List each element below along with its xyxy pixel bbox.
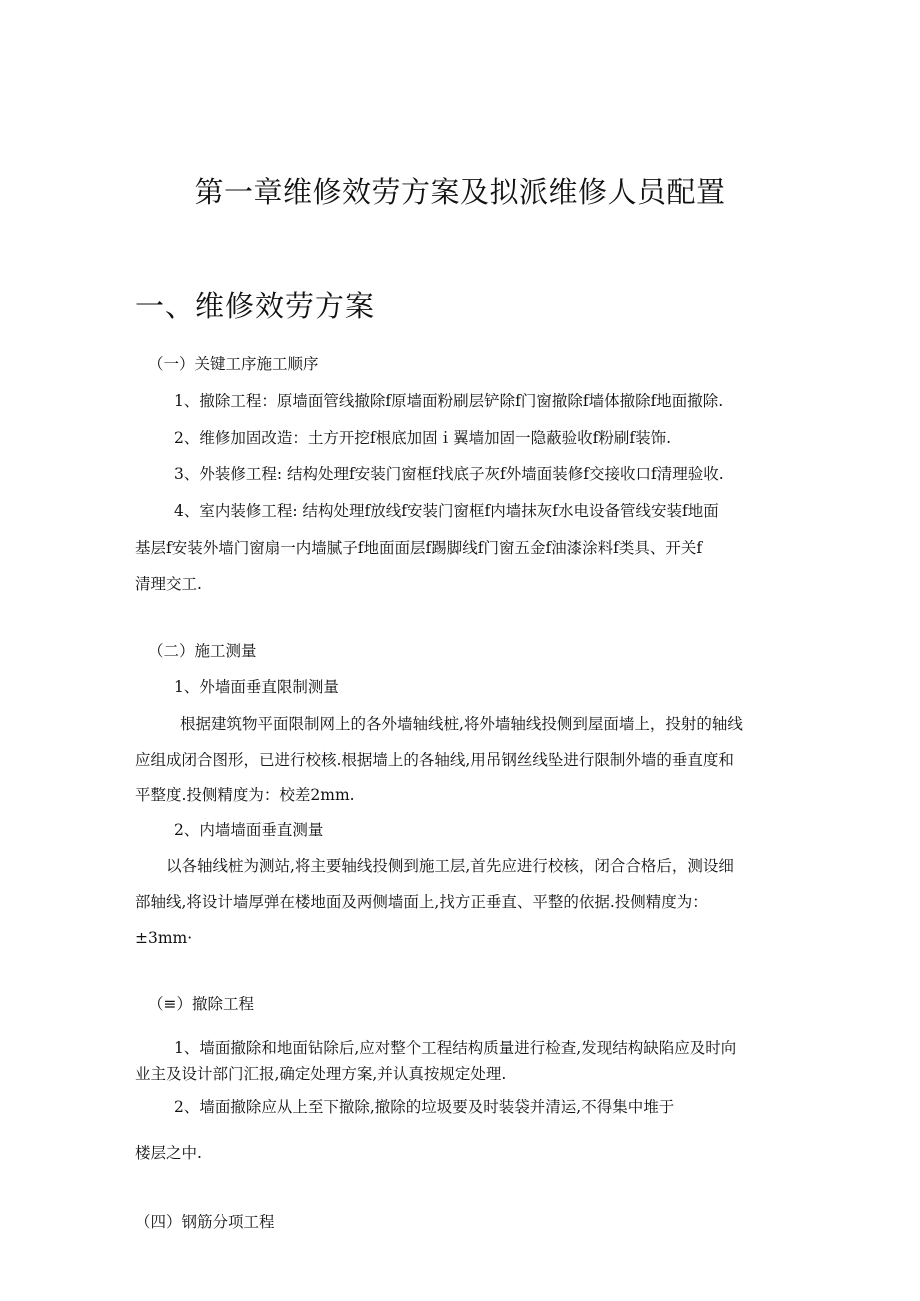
part3-item1-line2: 业主及设计部门汇报,确定处理方案,并认真按规定处理. (135, 1065, 507, 1083)
chapter-title: 第一章维修效劳方案及拟派维修人员配置 (194, 175, 726, 209)
part1-item4-line1: 4、室内装修工程: 结构处理f放线f安装门窗框f内墙抹灰f水电设备管线安装f地面 (174, 502, 719, 520)
part2-sub1-line3: 平整度.投侧精度为：校差2mm. (135, 786, 355, 804)
part2-sub2-title: 2、内墙墙面垂直测量 (174, 821, 324, 839)
section-title: 一、维修效劳方案 (135, 289, 376, 323)
part3-item2-line1: 2、墙面撤除应从上至下撤除,撤除的垃圾要及时装袋并清运,不得集中堆于 (174, 1098, 675, 1116)
part2-sub1-line2: 应组成闭合图形，已进行校核.根据墙上的各轴线,用吊钢丝线坠进行限制外墙的垂直度和 (135, 751, 734, 769)
part2-sub2-line3: ±3mm· (135, 929, 193, 947)
part2-sub1-title: 1、外墙面垂直限制测量 (174, 678, 339, 696)
part1-item4-line2: 基层f安装外墙门窗扇一内墙腻子f地面面层f踢脚线f门窗五金f油漆涂料f类具、开关f (135, 539, 703, 557)
part3-item1-line1: 1、墙面撤除和地面钻除后,应对整个工程结构质量进行检查,发现结构缺陷应及时向 (174, 1039, 737, 1057)
part4-heading: （四）钢筋分项工程 (135, 1213, 275, 1231)
part1-item1: 1、撤除工程：原墙面管线撤除f原墙面粉刷层铲除f门窗撤除f墙体撤除f地面撤除. (174, 392, 724, 410)
part3-heading: （≡）撤除工程 (148, 995, 254, 1013)
part1-heading: （一）关键工序施工顺序 (148, 355, 319, 373)
part1-item4-line3: 清理交工. (135, 575, 202, 593)
part1-item3: 3、外装修工程: 结构处理f安装门窗框f找底子灰f外墙面装修f交接收口f清理验收. (174, 465, 724, 483)
part1-item2: 2、维修加固改造：土方开挖f根底加固ｉ翼墙加固一隐蔽验收f粉刷f装饰. (174, 429, 672, 447)
part2-sub2-line2: 部轴线,将设计墙厚弹在楼地面及两侧墙面上,找方正垂直、平整的依据.投侧精度为： (135, 893, 708, 911)
part2-heading: （二）施工测量 (148, 642, 257, 660)
part3-item2-line2: 楼层之中. (135, 1144, 202, 1162)
part2-sub1-line1: 根据建筑物平面限制网上的各外墙轴线桩,将外墙轴线投侧到屋面墙上，投射的轴线 (180, 715, 743, 733)
part2-sub2-line1: 以各轴线桩为测站,将主要轴线投侧到施工层,首先应进行校核，闭合合格后，测设细 (166, 857, 734, 875)
